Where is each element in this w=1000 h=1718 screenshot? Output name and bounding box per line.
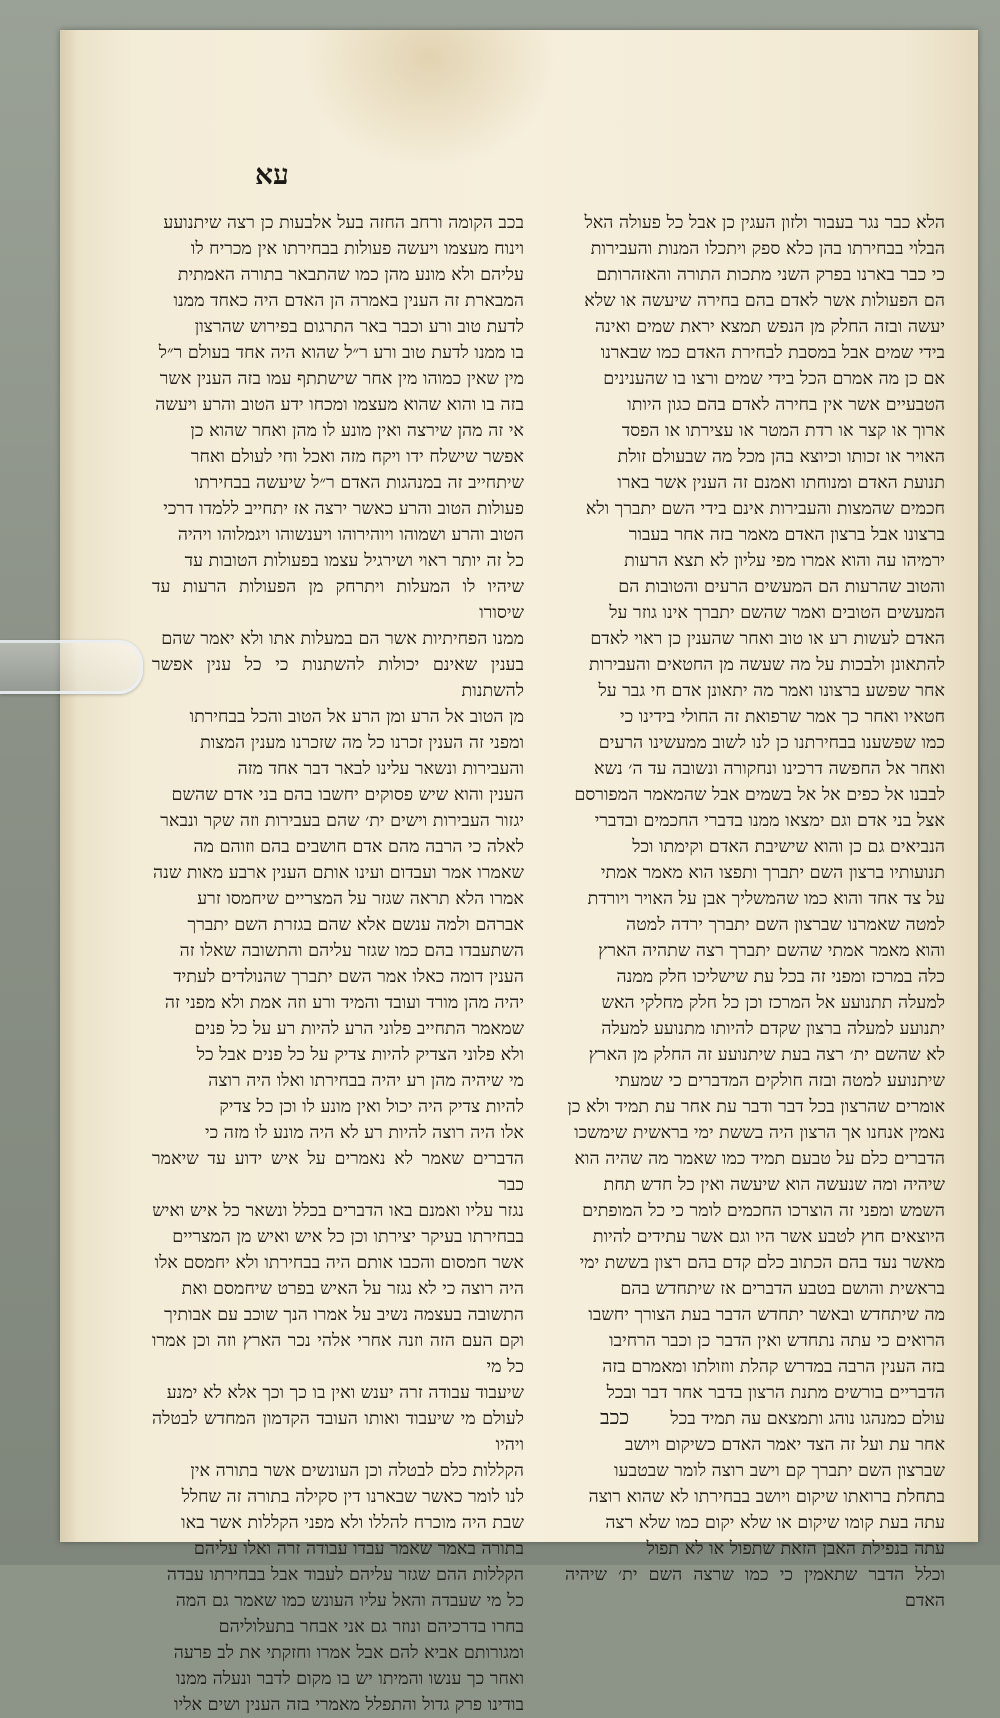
text-line: אי זה מהן שירצה ואין מונע לו מהן ואחר שהוא כן: [190, 421, 524, 441]
text-line: אפשר שישלח ידו ויקח מזה ואכל וחי לעולם ואחר: [190, 447, 524, 467]
text-line: ולא פלוני הצדיק להיות צדיק על כל פנים אבל כל: [196, 1045, 524, 1065]
text-line: ברצונו אבל ברצון האדם מאמר בזה אחר בעבור: [628, 525, 945, 545]
text-line: שיהיה ומה שנעשה הוא שיעשה ואין כל חדש תחת: [603, 1175, 945, 1195]
text-line: כמו שפשענו בבחירתנו כן לנו לשוב ממעשינו הרעים: [598, 733, 945, 753]
text-line: אלו היה רוצה להיות רע לא היה מונע לו מזה כי: [205, 1123, 524, 1143]
text-line: לנו לומר כאשר שבארנו דין סקילה בתורה זה שחלל: [181, 1487, 524, 1507]
text-line: נאמין אנחנו אך הרצון היה בששת ימי בראשית שימשכו: [574, 1123, 945, 1143]
text-line: ומפני זה הענין זכרנו כל מה שזכרנו מענין המצות: [200, 733, 524, 753]
text-line: והטוב שהרעות הם המעשים הרעים והטובות הם: [618, 577, 945, 597]
text-line: מאשר נעד בהם הכתוב כלם קדם בהם רצון בששת ימי: [579, 1253, 945, 1273]
text-line: ממנו הפחיתיות אשר הם במעלות אתו ולא יאמר שהם: [161, 629, 524, 649]
text-line: תנועת האדם ומנוחתו ואמנם זה הענין אשר בארו: [617, 473, 945, 493]
text-line: שבת היה מוכרח להללו ולא מפני הקללות אשר באו: [181, 1513, 524, 1533]
text-line: המעשים הטובים ואמר שהשם יתברך אינו גוזר על: [609, 603, 945, 623]
text-line: עתה בעת קומו שיקום או שלא יקום כמו שלא רצה: [605, 1513, 945, 1533]
text-line: אחר שפשע ברצונו ואמר מה יתאונן אדם חי גבר על: [598, 681, 945, 701]
text-line: נגזר עליו ואמנם באו הדברים בכלל ונשאר כל איש ואיש: [152, 1201, 524, 1221]
text-line: השתעבדו בהם כמו שגזר עליהם והתשובה שאלו זה: [179, 941, 524, 961]
text-line: בראשית והושם בטבע הדברים אז שיתחדש בהם: [620, 1279, 945, 1299]
text-line: כל זה יותר ראוי ושירגיל עצמו בפעולות הטובות עד: [184, 551, 524, 571]
text-line: וינוח מעצמו ויעשה פעולות בבחירתו אין מכריח לו: [190, 239, 524, 259]
text-line: בכב הקומה ורחב החזה בעל אלבעות כן רצה שיתנועע: [163, 213, 524, 233]
text-line: ארוך או קצר או רדת המטר או עצירתו או הפסד: [621, 421, 945, 441]
folio-number: עא: [255, 158, 289, 191]
text-line: מה שיתחדש ובאשר יתחדש הדבר בעת הצורך יחשבו: [588, 1305, 945, 1325]
text-line: הטוב והרע ושמוהו ויוהירוהו ויענשוהו ויגמלוהו ויהיה: [177, 525, 524, 545]
text-line: תנועותיו ברצון השם יתברך ותפצו הוא מאמר אמתי: [600, 863, 945, 883]
text-line: שברצון השם יתברך קם וישב רוצה לומר שבטבעו: [614, 1461, 945, 1481]
text-line: האויר או זכותו וכיוצא בהן מכל מה שבעולם זולת: [617, 447, 945, 467]
text-line: הדברים כלם על טבעם תמיד כמו שאמר מה שהיה הוא: [574, 1149, 945, 1169]
column-left-text: [152, 210, 524, 1718]
text-line: מן הטוב אל הרע ומן הרע אל הטוב והכל בבחירתו: [189, 707, 524, 727]
text-line: הדבריים בורשים מתנת הרצון בדבר אחר דבר ובכל: [606, 1383, 945, 1403]
text-line: השמש ומפני זה הוצרכו החכמים לומר כי כל המופתים: [582, 1201, 945, 1221]
text-line: הנביאים גם כן והוא שישיבת האדם וקימתו וכל: [632, 837, 945, 857]
text-line: למטה שאמרנו שברצון השם יתברך ירדה למטה: [626, 915, 945, 935]
text-line: בידי שמים אבל במסבת לבחירת האדם כמו שבארנו: [600, 343, 945, 363]
text-line: אחר עת ועל זה הצד יאמר האדם כשיקום ויושב: [624, 1435, 945, 1455]
text-line: אמרו הלא תראה שגזר על המצריים שיחמסו זרע: [197, 889, 524, 909]
text-line: ואחר כך ענשו והמיתו יש בו מקום לדבר ונעלה ממנו: [175, 1669, 524, 1689]
text-line: מין שאין כמוהו מין אחר שישתתף עמו בזה הענין אשר: [159, 369, 524, 389]
text-line: בחרו בדרכיהם ונוזר גם אני אבחר בתעלוליהם: [218, 1617, 524, 1637]
text-line: בזה הענין הרבה במדרש קהלת ווזולתו ומאמרם בזה: [602, 1357, 945, 1377]
text-line: התשובה בעצמה נשיב על אמרו הנך שוכב עם אבותיך: [164, 1305, 524, 1325]
text-line: עתה בנפילת האבן הזאת שתפול או לא תפול: [646, 1539, 945, 1559]
text-line: היה רוצה כי לא נגזר על האיש בפרט שיחמסם ואת: [181, 1279, 524, 1299]
text-line: שיתנועע למטה ובזה חולקים המדברים כי שמעתי: [614, 1071, 945, 1091]
page-gutter-shadow: [60, 30, 78, 1542]
text-line: לדעת טוב ורע וכבר באר התרגום בפירוש שהרצון: [194, 317, 524, 337]
text-line: לא שהשם ית׳ רצה בעת שיתנועע זה החלק מן הארץ: [588, 1045, 945, 1065]
text-line: יעשה ובזה החלק מן הנפש תמצא יראת שמים ואינה: [595, 317, 945, 337]
text-line: שיתחייב זה במנהגות האדם ר״ל שיעשה בבחירתו: [194, 473, 524, 493]
text-line: המבארת זה הענין באמרה הן האדם היה כאחד ממנו: [173, 291, 524, 311]
text-line: להתאונן ולבכות על מה שעשה מן החטאים והעבירות: [588, 655, 945, 675]
text-line: הענין והוא שיש פסוקים יחשבו בהם בני אדם שהשם: [171, 785, 524, 805]
text-line: והעבירות ונשאר עלינו לבאר דבר אחד מזה: [237, 759, 524, 779]
text-line: עולם כמנהגו נוהג ותמצאם עה תמיד בכל: [670, 1409, 945, 1429]
text-line: לבבנו אל כפים אל אל בשמים אבל שהמאמר המפורסם: [574, 785, 945, 805]
text-line: יהיה מהן מורד ועובד והמיד ורע וזה אמת ולא מפני זה: [164, 993, 524, 1013]
text-line: לאלה כי הרבה מהם אדם חושבים בהם וזוהם מה: [193, 837, 524, 857]
text-line: אומרים שהרצון בכל דבר ודבר עת אחר עת תמיד ולא כן: [567, 1097, 945, 1117]
text-column-left: [152, 210, 524, 1715]
text-line: היוצאים חוץ לטבע אשר היו וגם אשר עתידים להיות: [592, 1227, 945, 1247]
text-line: כלה במרכז ומפני זה בכל עת שישליכו חלק ממנה: [616, 967, 945, 987]
text-line: אם כן מה אמרם הכל בידי שמים ורצו בו שהענינים: [603, 369, 945, 389]
catchword: ככב: [600, 1405, 630, 1429]
text-line: אשר חמסום והכבו אותם היה בבחירתו ולא יחמסם אלו: [154, 1253, 524, 1273]
text-line: הקללות כלם לבטלה וכן העונשים אשר בתורה אין: [190, 1461, 524, 1481]
text-line: מי שיהיה מהן רע יהיה בבחירתו ואלו היה רוצה: [208, 1071, 524, 1091]
text-line: הם הפעולות אשר לאדם בהם בחירה שיעשה או שלא: [584, 291, 945, 311]
text-line: למעלה תתנועע אל המרכז וכן כל חלק מחלקי האש: [601, 993, 945, 1013]
text-line: בזה בו והוא שהוא מעצמו ומכחו ידע הטוב והרע ויעשה: [155, 395, 524, 415]
text-line: חטאיו ואחר כך אמר שרפואת זה החולי בידינו כי: [619, 707, 945, 727]
text-line: הרואים כי עתה נתחדש ואין הדבר כן וכבר הרחיבו: [609, 1331, 945, 1351]
text-line: שמאמר התחייב פלוני הרע להיות רע על כל פנים: [194, 1019, 524, 1039]
text-line: על צד אחד והוא כמו שהמשליך אבן על האויר ויורדת: [587, 889, 945, 909]
text-line: כי כבר בארנו בפרק השני מתכות התורה והאזהרותם: [596, 265, 945, 285]
text-line: האדם לעשות רע או טוב ואחר שהענין כן ראוי לאדם: [590, 629, 945, 649]
text-line: בבחירתו בעיקר יצירתו וכן כל איש ואיש מן המצריים: [172, 1227, 524, 1247]
text-line: פעולות הטוב והרע כאשר ירצה אז יתחייב ללמדו דרכי: [163, 499, 524, 519]
text-line: שאמרו אמר ועבדום ועינו אותם הענין ארבע מאות שנה: [153, 863, 524, 883]
text-line: עליהם ולא מונע מהן כמו שהתבאר בתורה האמתית: [177, 265, 524, 285]
text-line: הדברים שאמר לא נאמרים על איש ידוע עד שיאמר כבר: [152, 1149, 524, 1195]
text-line: בתחלת ברואתו שיקום ויושב בבחירתו לא שהוא רוצה: [588, 1487, 945, 1507]
manuscript-page: [60, 30, 978, 1715]
text-line: וכלל הדבר שתאמין כי כמו שרצה השם ית׳ שיהיה האדם: [565, 1565, 945, 1611]
plastic-clip: [0, 640, 143, 694]
text-line: חכמים שהמצות והעבירות אינם בידי השם יתברך ולא: [585, 499, 945, 519]
column-right-text: [565, 210, 945, 1614]
text-line: הקללות ההם שגזר עליהם לעבוד אבל בבחירתו עבדה: [166, 1565, 524, 1585]
text-line: כל מי שעבדה והאל עליו העונש כמו שאמר גם המה: [175, 1591, 524, 1611]
text-line: בתורה באמר שאמר עבדו עבודה זרה ואלו עליהם: [193, 1539, 524, 1559]
text-line: הבלוי בבחירתו בהן כלא ספק ויתכלו המנות והעבירות: [590, 239, 945, 259]
text-line: בו ממנו לדעת טוב ורע ר״ל שהוא היה אחד בעולם ר״ל: [158, 343, 524, 363]
text-line: יגזור העבירות וישים ית׳ שהם בעבירות וזה שקר ונבאר: [160, 811, 524, 831]
text-line: וקם העם הזה וזנה אחרי אלהי נכר הארץ וזה וכן אמרו כל מי: [152, 1331, 524, 1377]
text-line: בענין שאינם יכולות להשתנות כי כל ענין אפשר להשתנות: [152, 655, 524, 701]
text-line: ירמיהו עה והוא אמרו מפי עליון לא תצא הרעות: [624, 551, 945, 571]
text-line: הטבעיים אשר אין בחירה לאדם בהם כגון היותו: [627, 395, 945, 415]
text-line: הענין דומה כאלו אמר השם יתברך שהנולדים לעתיד: [173, 967, 524, 987]
text-line: והוא מאמר אמתי שהשם יתברך רצה שתהיה הארץ: [598, 941, 945, 961]
text-line: הלא כבר נגר בעבור ולזון העגין כן אבל כל פעולה האל: [584, 213, 945, 233]
text-line: ומגורותם אביא להם אבל אמרו וחזקתי את לב פרעה: [173, 1643, 524, 1663]
text-line: אברהם ולמה ענשם אלא שהם בגזרת השם יתברך: [187, 915, 524, 935]
text-line: לעולם מי שיעבוד ואותו העובד הקדמון המחדש לבטלה ויהיו: [152, 1409, 524, 1455]
text-line: ואחר אל החפשה דרכינו ונחקורה ונשובה עד ה׳ נשא: [594, 759, 945, 779]
text-line: אצל בני אדם וגם ימצאו ממנו בדברי החכמים ובדברי: [594, 811, 945, 831]
text-line: שיעבוד עבודה זרה יענש ואין בו כך וכך אלא לא ימנע: [166, 1383, 524, 1403]
text-line: להיות צדיק היה יכול ואין מונע לו וכן כל צדיק: [219, 1097, 524, 1117]
text-line: יתנועע למעלה ברצון שקדם להיותו מתנועע למעלה: [601, 1019, 945, 1039]
text-line: שיהיו לו המעלות ויתרחק מן הפעולות הרעות עד שיסורו: [152, 577, 524, 623]
text-line: בודינו פרק גדול והתפלל מאמרי בזה הענין ושים אליו: [174, 1695, 524, 1715]
